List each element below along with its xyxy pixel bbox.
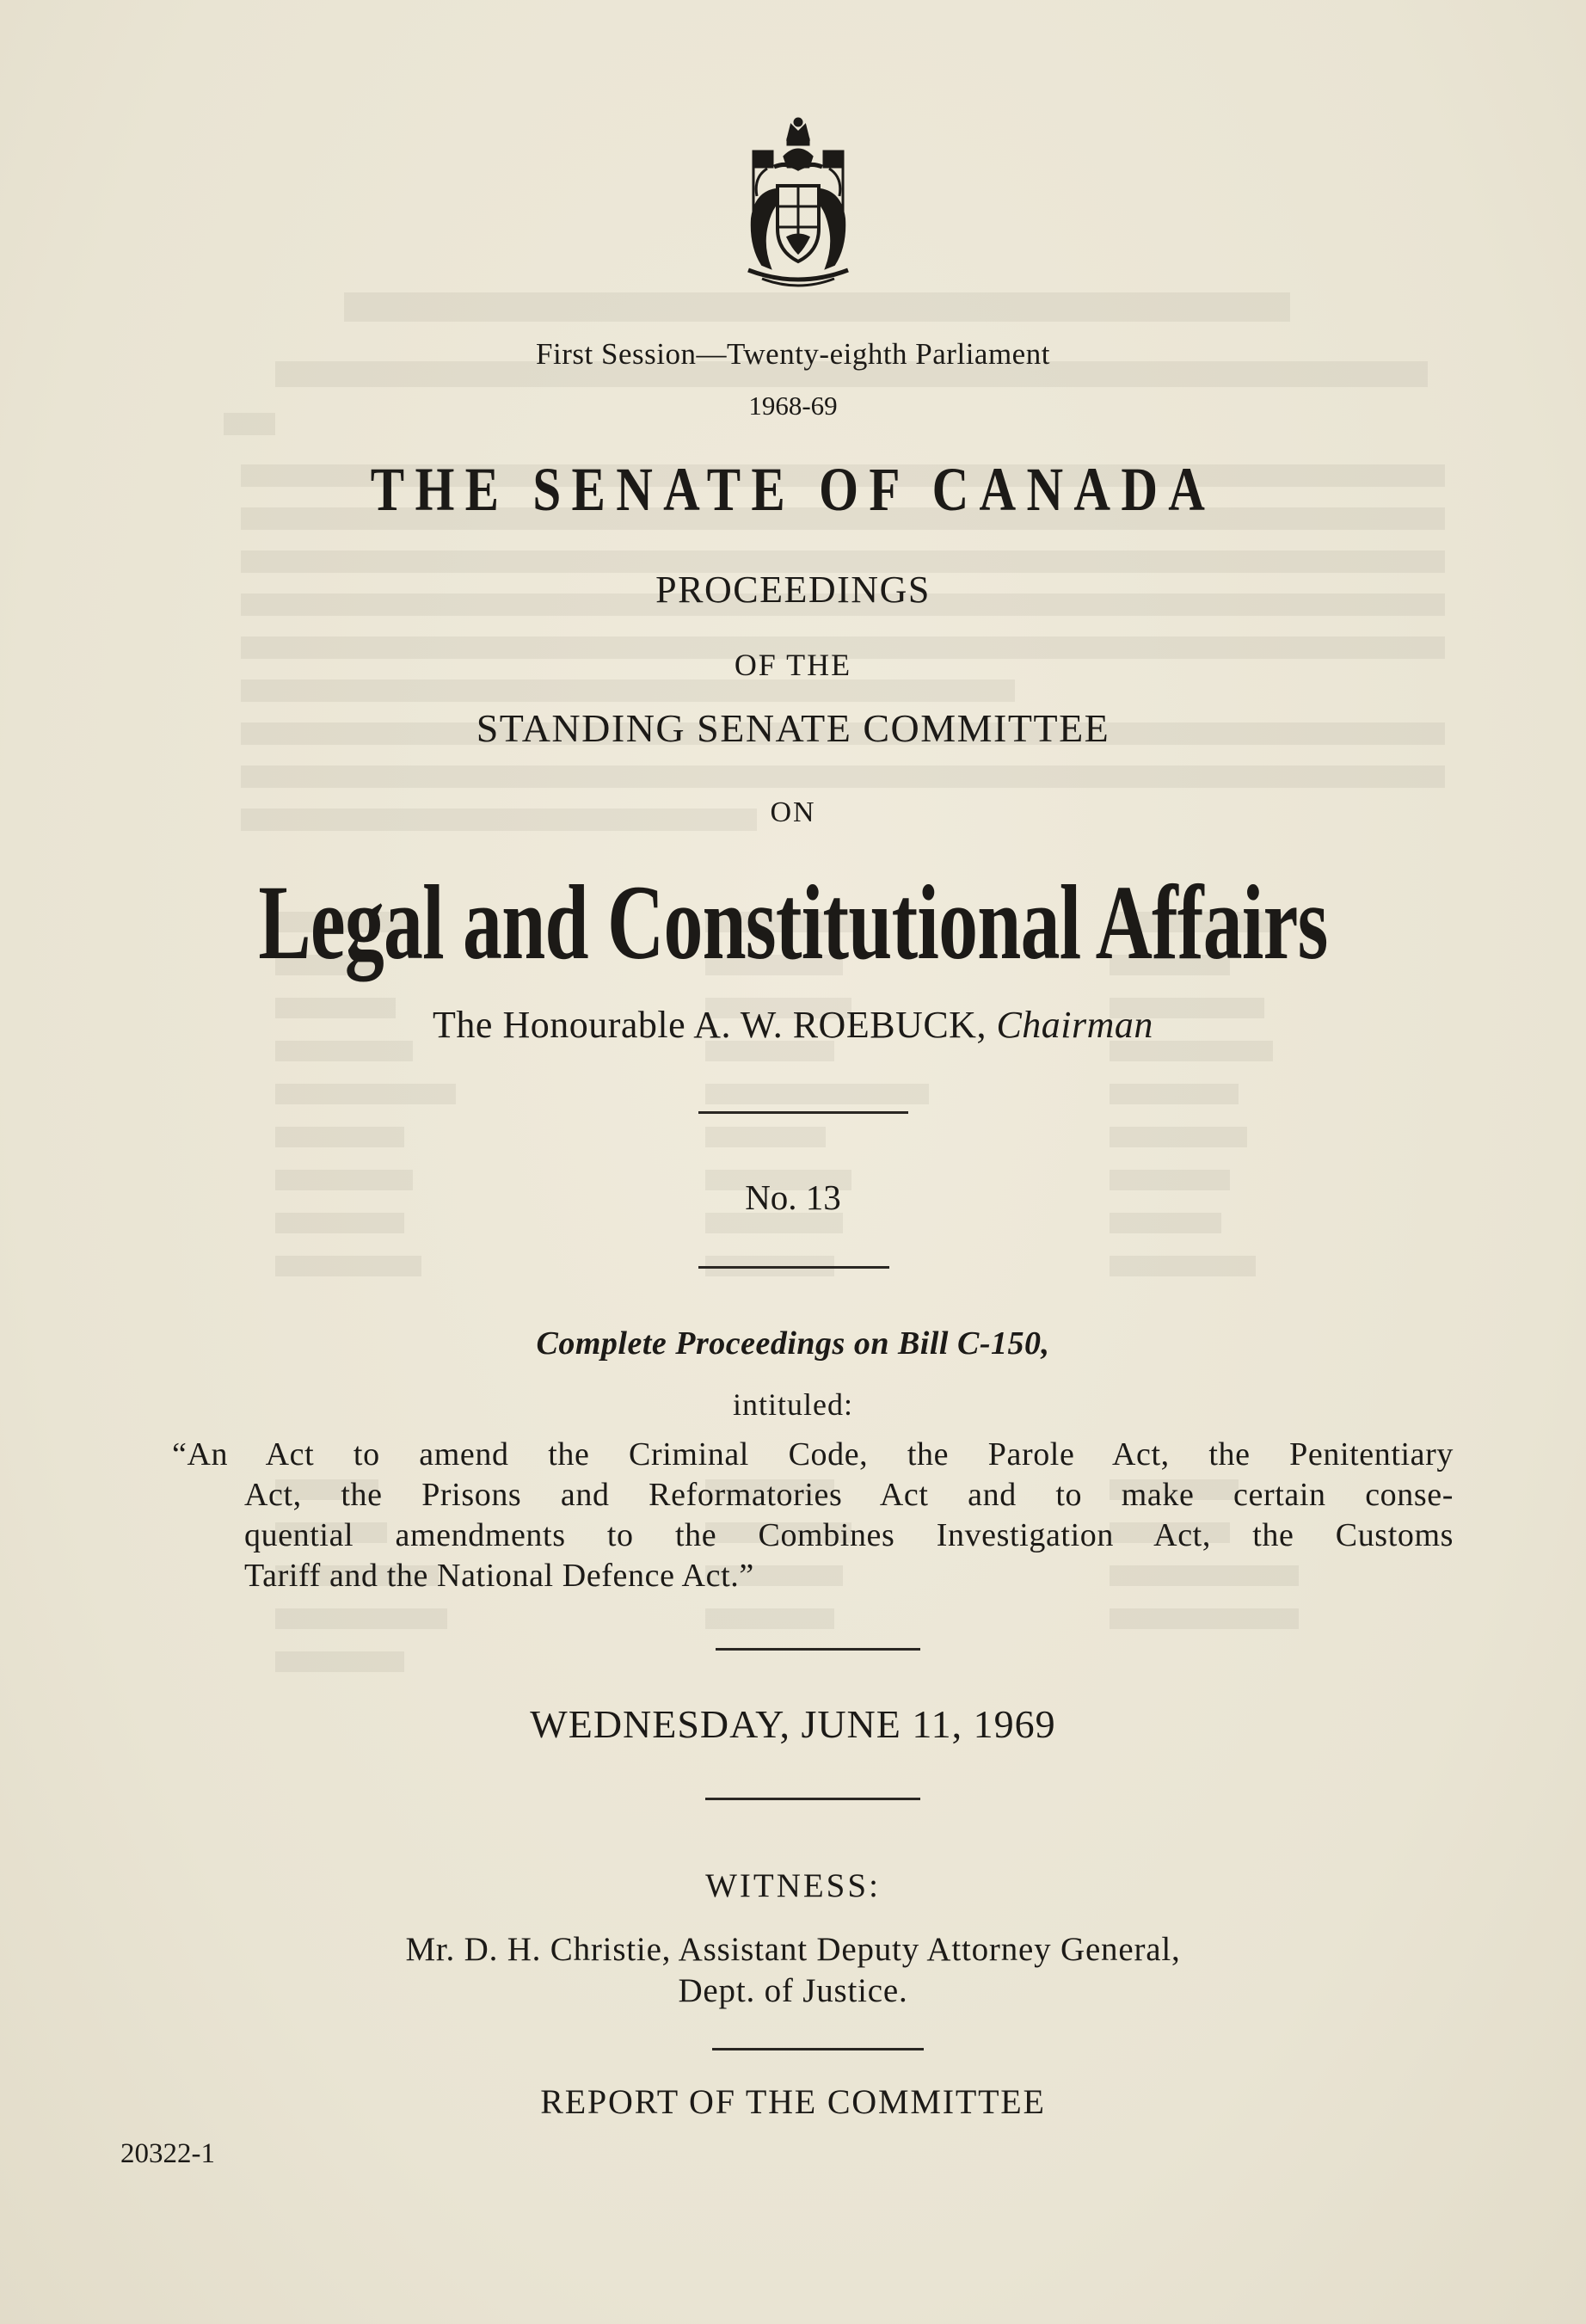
- report-heading: REPORT OF THE COMMITTEE: [540, 2082, 1046, 2121]
- divider-rule: [705, 1798, 920, 1800]
- witness-department: Dept. of Justice.: [678, 1972, 908, 2009]
- bill-heading: Complete Proceedings on Bill C-150,: [536, 1325, 1050, 1362]
- committee-subject-title: Legal and Constitutional Affairs: [258, 864, 1328, 981]
- bill-title-text: [172, 1435, 1454, 1596]
- bill-title-line: Tariff and the National Defence Act.”: [244, 1558, 754, 1594]
- issue-number: No. 13: [745, 1177, 841, 1217]
- chairman-role: Chairman: [996, 1004, 1153, 1046]
- divider-rule: [698, 1111, 908, 1114]
- divider-rule: [712, 2048, 924, 2050]
- divider-rule: [698, 1266, 889, 1269]
- witness-name: Mr. D. H. Christie, Assistant Deputy Attorney General,: [405, 1931, 1181, 1968]
- bill-title-line: Act, the Prisons and Reformatories Act and to make certain conse-: [244, 1477, 1454, 1513]
- meeting-date: WEDNESDAY, JUNE 11, 1969: [530, 1702, 1056, 1746]
- print-code: 20322-1: [120, 2138, 215, 2169]
- intituled-text: intituled:: [733, 1387, 853, 1422]
- bill-title-line: quential amendments to the Combines Investigation Act, the Customs: [244, 1517, 1454, 1553]
- divider-rule: [716, 1648, 920, 1651]
- bill-title-line: “An Act to amend the Criminal Code, the Parole Act, the Penitentiary: [172, 1436, 1454, 1472]
- on-text: ON: [770, 796, 816, 828]
- chairman-line: [0, 1003, 1586, 1047]
- witness-heading: WITNESS:: [705, 1867, 881, 1904]
- of-the-text: OF THE: [734, 648, 852, 682]
- chairman-name: The Honourable A. W. ROEBUCK,: [433, 1004, 987, 1046]
- proceedings-heading: PROCEEDINGS: [655, 569, 931, 611]
- session-years: 1968-69: [748, 390, 838, 421]
- session-line: First Session—Twenty-eighth Parliament: [536, 337, 1050, 371]
- coat-of-arms-icon: [736, 117, 860, 294]
- senate-title: THE SENATE OF CANADA: [370, 455, 1216, 524]
- committee-name: STANDING SENATE COMMITTEE: [476, 706, 1110, 750]
